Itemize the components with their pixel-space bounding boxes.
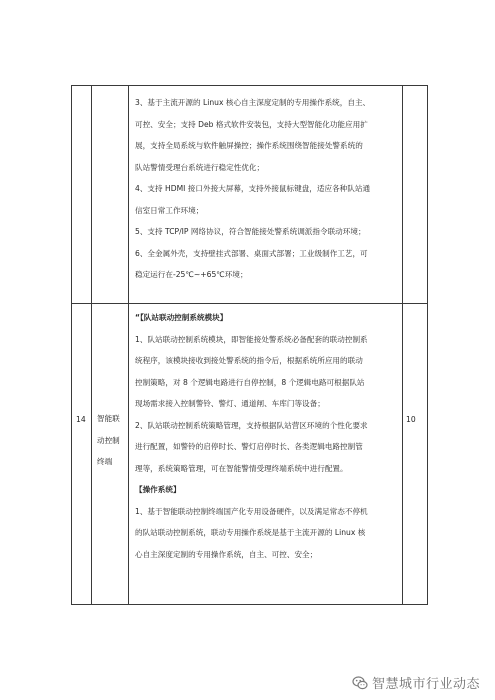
spec-line: 信室日常工作环境； <box>135 205 204 215</box>
table-bottom-border <box>71 604 428 605</box>
spec-line: 2、队站联动控制系统策略管理，支持根据队站营区环境的个性化要求 <box>135 420 368 430</box>
spec-line: 统程序，该模块接收到接处警系统的指令后，根据系统所应用的联动 <box>135 356 363 365</box>
spec-line: 3、基于主流开源的 Linux 核心自主深度定制的专用操作系统，自主、 <box>135 98 371 107</box>
spec-line: 控制策略，对 8 个逻辑电路进行自停控制，8 个逻辑电路可根据队站 <box>135 377 365 387</box>
spec-heading: 【操作系统】 <box>135 485 181 494</box>
table-row-divider <box>71 303 428 304</box>
table-col-divider-2 <box>128 85 129 605</box>
spec-text-top <box>135 92 397 286</box>
table-col-divider-3 <box>402 85 403 605</box>
spec-line: 心自主深度定制的专用操作系统，自主、可控、安全； <box>135 549 318 559</box>
row-number: 14 <box>76 415 86 424</box>
spec-line: 1、基于智能联动控制终端国产化专用设备硬件，以及满足常态不停机 <box>135 506 368 516</box>
spec-line: 队站警情受理台系统进行稳定性优化； <box>135 162 265 172</box>
spec-heading: “【队站联动控制系统模块】 <box>135 313 228 322</box>
spec-line: 稳定运行在-25℃~+65℃环境； <box>135 270 248 279</box>
table-top-border <box>71 85 428 86</box>
item-name-line: 终端 <box>97 457 113 466</box>
wechat-icon <box>352 675 368 691</box>
spec-line: 5、支持 TCP/IP 网络协议，符合智能接处警系统调派指令联动环境； <box>135 227 366 236</box>
table-col-divider-1 <box>91 85 92 605</box>
item-quantity: 10 <box>406 415 416 424</box>
item-name-line: 动控制 <box>97 435 120 445</box>
spec-line: 6、全金属外壳，支持壁挂式部署、桌面式部署；工业级制作工艺，可 <box>135 248 368 258</box>
watermark <box>352 673 480 692</box>
spec-line: 可控、安全；支持 Deb 格式软件安装包，支持大型智能化功能应用扩 <box>135 119 368 129</box>
table-right-border <box>427 85 428 605</box>
spec-line: 1、队站联动控制系统模块，即智能接处警系统必备配套的联动控制系 <box>135 334 368 344</box>
spec-line: 展，支持全局系统与软件触屏操控；操作系统围绕智能接处警系统的 <box>135 141 363 150</box>
spec-line: 现场需求接入控制警铃、警灯、通道闸、车库门等设备； <box>135 399 325 408</box>
table-left-border <box>71 85 72 605</box>
spec-text-bottom <box>135 307 397 565</box>
spec-line: 理等，系统策略管理，可在智能警情受理终端系统中进行配置。 <box>135 463 348 473</box>
item-name-line: 智能联 <box>97 414 120 423</box>
spec-line: 的队站联动控制系统，联动专用操作系统是基于主流开源的 Linux 核 <box>135 528 366 537</box>
item-name <box>97 408 127 473</box>
spec-line: 进行配置，如警铃的启停时长、警灯启停时长、各类逻辑电路控制管 <box>135 442 363 451</box>
spec-line: 4、支持 HDMI 接口外接大屏幕，支持外接鼠标键盘，适应各种队站通 <box>135 184 371 193</box>
watermark-text: 智慧城市行业动态 <box>371 677 480 692</box>
